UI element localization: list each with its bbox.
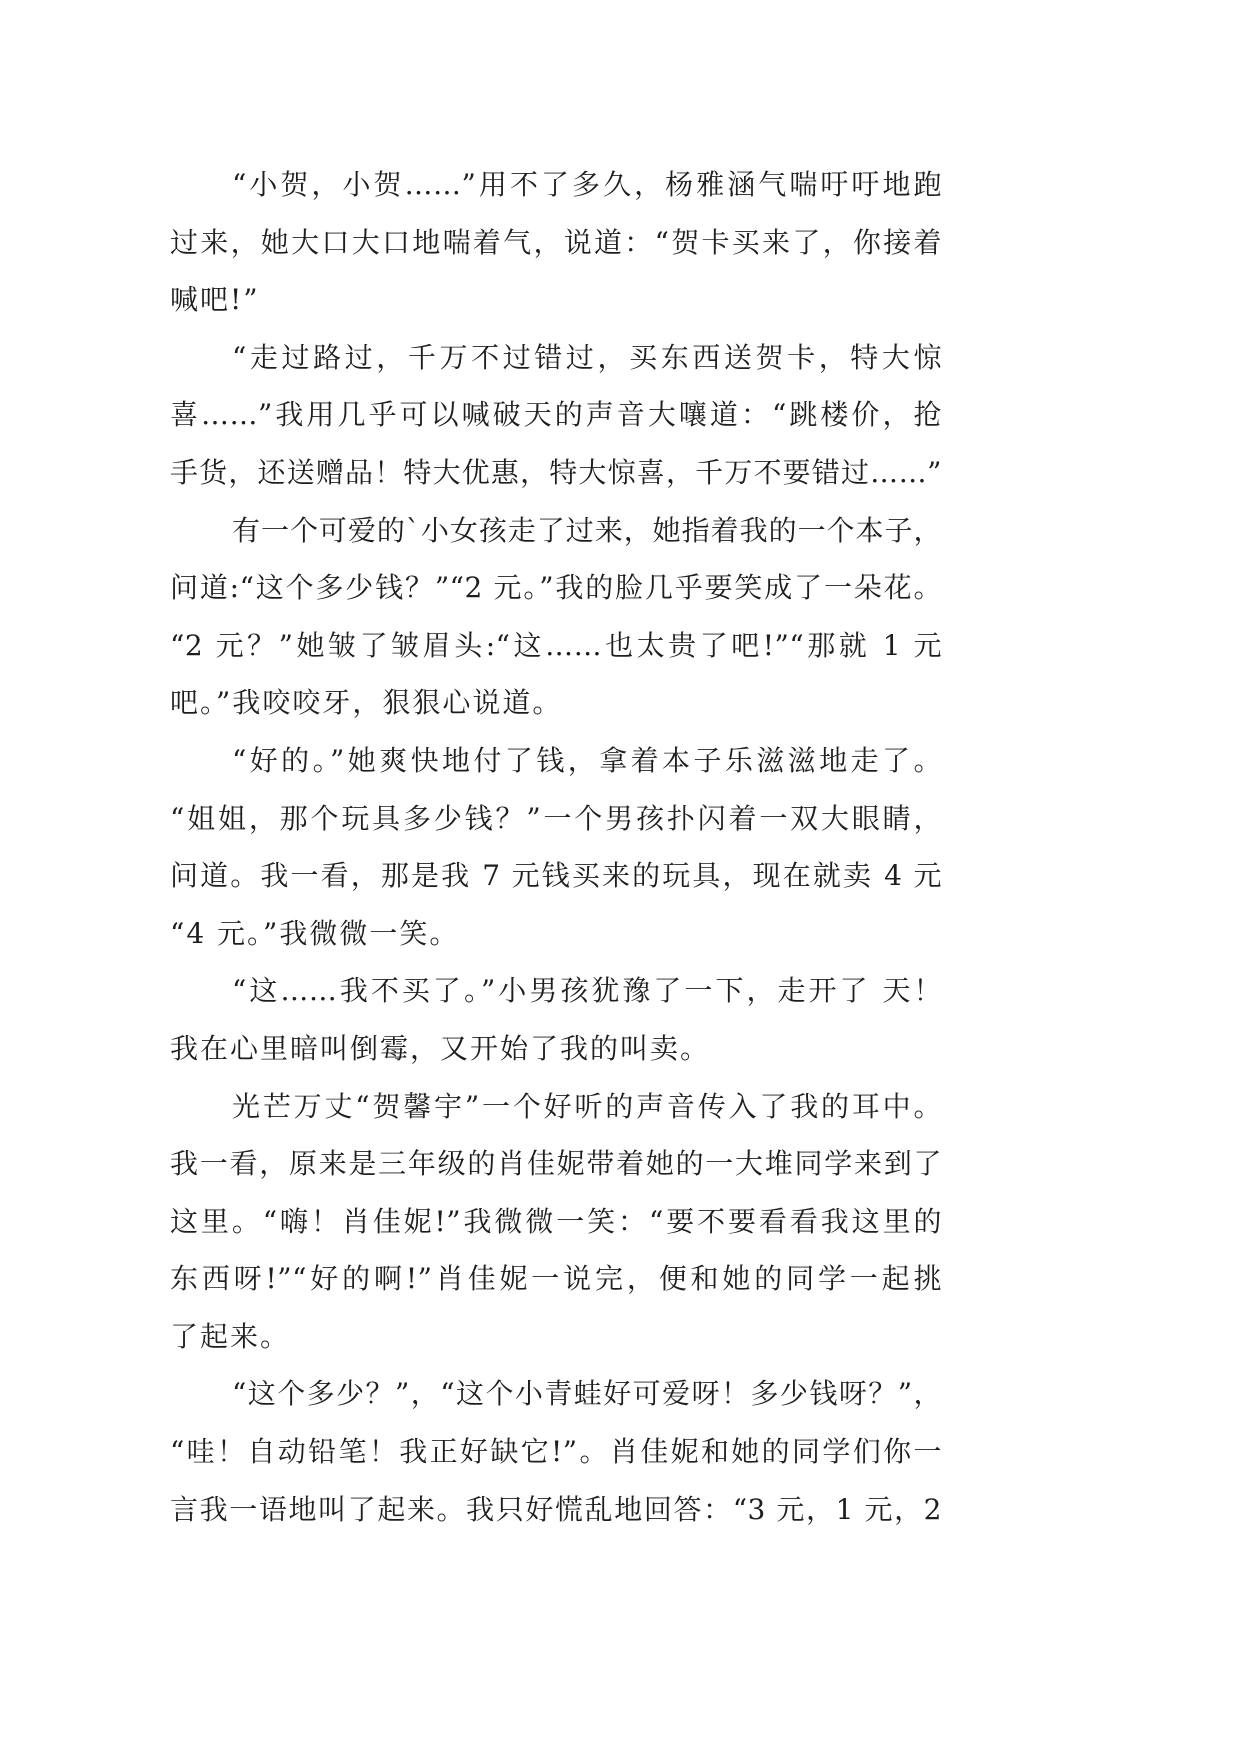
text-line: 我一看，原来是三年级的肖佳妮带着她的一大堆同学来到了 (170, 1147, 942, 1181)
text-line: 言我一语地叫了起来。我只好慌乱地回答：“3 元，1 元，2 (170, 1492, 942, 1526)
text-line: 我在心里暗叫倒霉，又开始了我的叫卖。 (170, 1031, 711, 1065)
text-line: 光芒万丈“贺馨宇”一个好听的声音传入了我的耳中。 (232, 1089, 942, 1123)
text-line: “姐姐，那个玩具多少钱？”一个男孩扑闪着一双大眼睛， (170, 801, 942, 835)
text-line: 了起来。 (170, 1319, 291, 1353)
text-line: “哇！自动铅笔！我正好缺它!”。肖佳妮和她的同学们你一 (170, 1435, 942, 1469)
text-line: 这里。“嗨！肖佳妮!”我微微一笑：“要不要看看我这里的 (170, 1204, 942, 1238)
body-text (170, 156, 942, 1538)
text-line: 过来，她大口大口地喘着气，说道：“贺卡买来了，你接着 (170, 225, 942, 259)
text-line: “小贺，小贺……”用不了多久，杨雅涵气喘吁吁地跑 (232, 168, 942, 201)
text-line: 吧。”我咬咬牙，狠狠心说道。 (170, 686, 563, 720)
text-line: 有一个可爱的`小女孩走了过来，她指着我的一个本子， (232, 513, 942, 547)
text-line: “2 元？”她皱了皱眉头:“这……也太贵了吧!”“那就 1 元 (170, 628, 942, 662)
text-line: 喊吧!” (170, 283, 260, 317)
text-line: “走过路过，千万不过错过，买东西送贺卡，特大惊 (232, 340, 942, 374)
text-line: “4 元。”我微微一笑。 (170, 916, 460, 950)
text-line: 喜……”我用几乎可以喊破天的声音大嚷道：“跳楼价，抢 (170, 398, 942, 432)
text-line: “好的。”她爽快地付了钱，拿着本子乐滋滋地走了。 (232, 743, 942, 777)
text-line: 问道。我一看，那是我 7 元钱买来的玩具，现在就卖 4 元 (170, 859, 942, 893)
text-line: “这……我不买了。”小男孩犹豫了一下，走开了 天！ (232, 974, 942, 1008)
text-line: 手货，还送赠品！特大优惠，特大惊喜，千万不要错过……” (170, 455, 942, 489)
text-line: 问道:“这个多少钱？”“2 元。”我的脸几乎要笑成了一朵花。 (170, 571, 942, 605)
text-line: “这个多少？”，“这个小青蛙好可爱呀！多少钱呀？”， (232, 1377, 942, 1411)
text-line: 东西呀!”“好的啊!”肖佳妮一说完，便和她的同学一起挑 (170, 1262, 942, 1296)
